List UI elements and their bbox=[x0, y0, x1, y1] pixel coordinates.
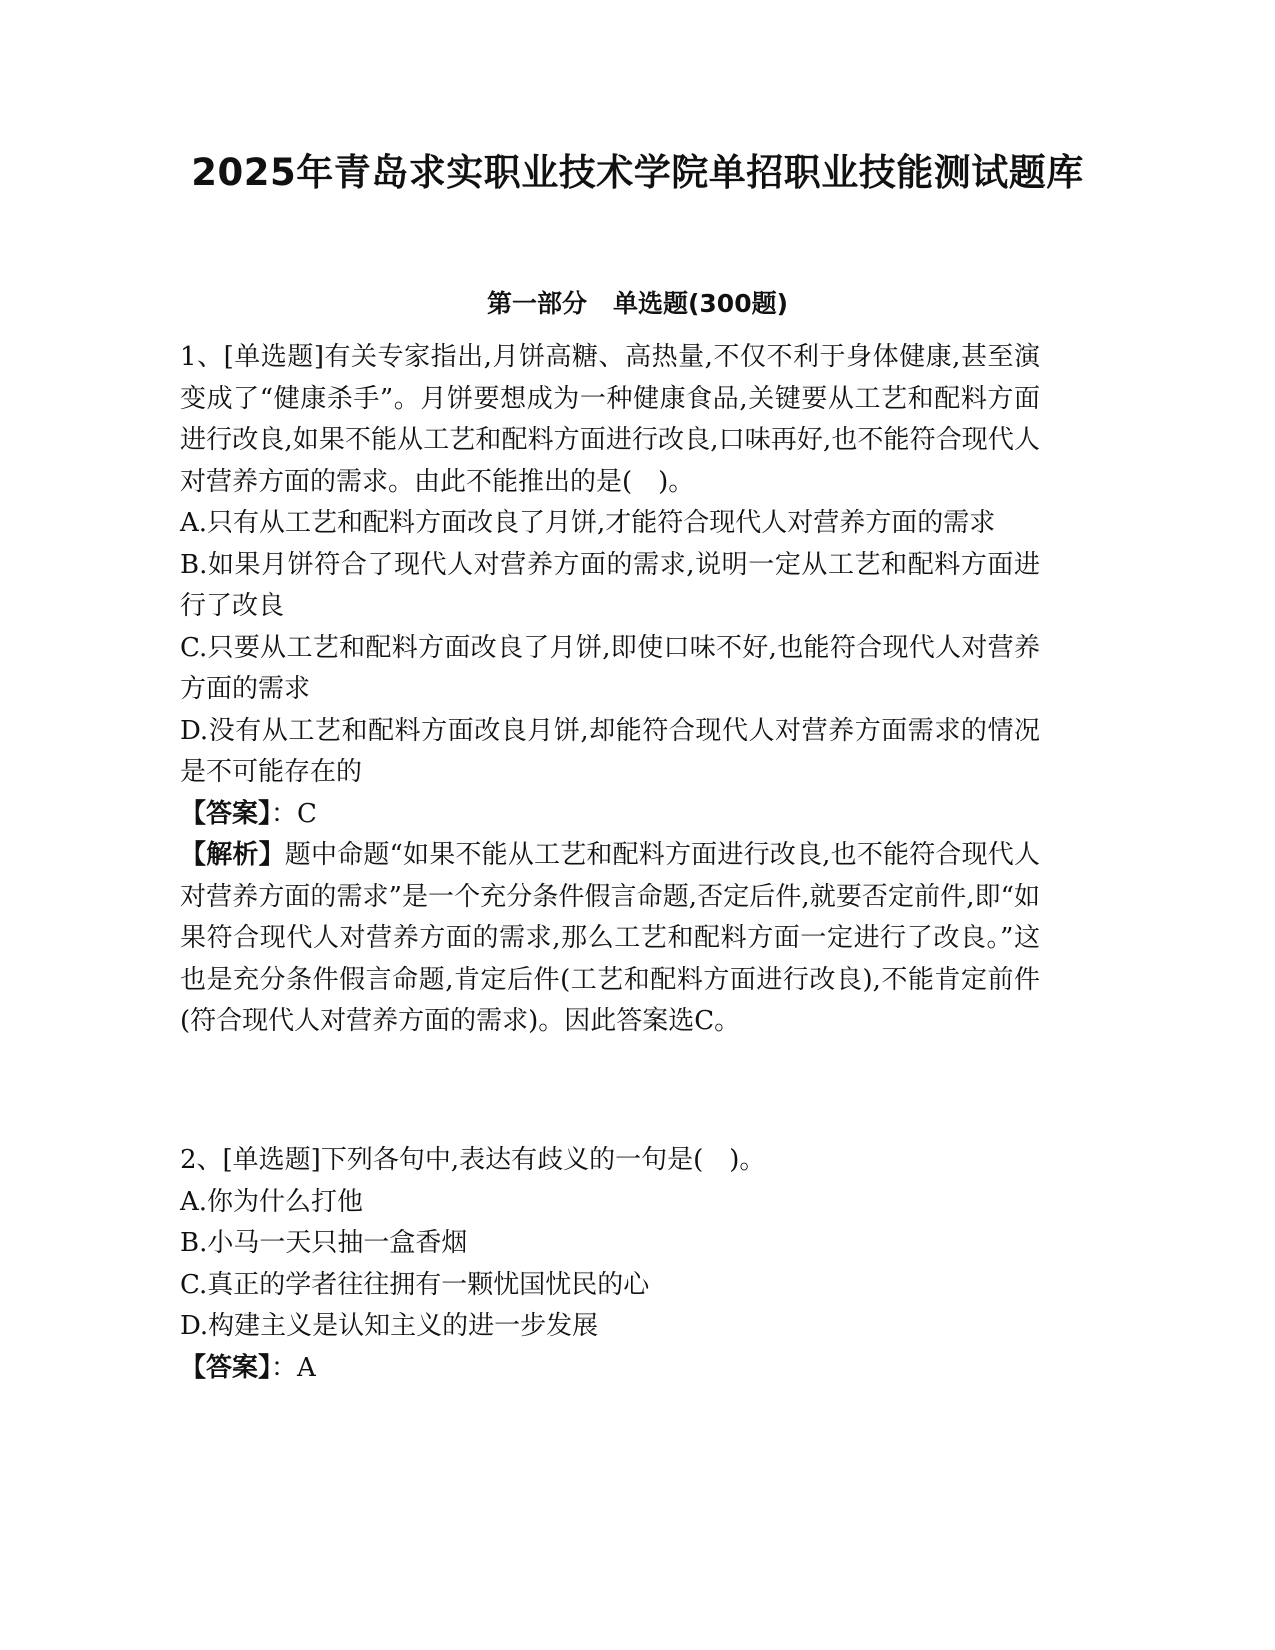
question-stem: 1、[单选题]有关专家指出,月饼高糖、高热量,不仅不利于身体健康,甚至演变成了“健康杀手”。月饼要想成为一种健康食品,关键要从工艺和配料方面进行改良,如果不能从工艺和配料方面进行改良,口味再好,也不能符合现代人对营养方面的需求。由此不能推出的是( )。 bbox=[180, 342, 1040, 497]
analysis-text: 题中命题“如果不能从工艺和配料方面进行改良,也不能符合现代人对营养方面的需求”是一个充分条件假言命题,否定后件,就要否定前件,即“如果符合现代人对营养方面的需求,那么工艺和配料方面一定进行了改良。”这也是充分条件假言命题,肯定后件(工艺和配料方面进行改良),不能肯定前件(符合现代人对营养方面的需求)。因此答案选C。 bbox=[180, 840, 1040, 1036]
option-a: A.你为什么打他 bbox=[180, 1186, 364, 1217]
option-d: D.没有从工艺和配料方面改良月饼,却能符合现代人对营养方面需求的情况是不可能存在的 bbox=[180, 715, 1040, 787]
answer-separator: ： bbox=[271, 798, 298, 829]
section-name: 单选题(300题) bbox=[612, 289, 789, 318]
option-a: A.只有从工艺和配料方面改良了月饼,才能符合现代人对营养方面的需求 bbox=[180, 508, 996, 538]
question-1 bbox=[180, 337, 1040, 1043]
answer-line bbox=[180, 1348, 1040, 1390]
answer-label: 【答案】 bbox=[180, 1352, 272, 1383]
document-title: 2025年青岛求实职业技术学院单招职业技能测试题库 bbox=[191, 151, 1084, 194]
answer-value: C bbox=[297, 798, 317, 829]
section-label: 第一部分 bbox=[486, 289, 587, 318]
option-b: B.如果月饼符合了现代人对营养方面的需求,说明一定从工艺和配料方面进行了改良 bbox=[180, 549, 1040, 621]
question-2 bbox=[180, 1140, 1040, 1389]
analysis-paragraph bbox=[180, 835, 1040, 1043]
option-b: B.小马一天只抽一盒香烟 bbox=[180, 1228, 468, 1258]
answer-label: 【答案】 bbox=[180, 798, 272, 829]
option-c: C.真正的学者往往拥有一颗忧国忧民的心 bbox=[180, 1269, 650, 1300]
question-stem: 2、[单选题]下列各句中,表达有歧义的一句是( )。 bbox=[180, 1145, 766, 1175]
option-c: C.只要从工艺和配料方面改良了月饼,即使口味不好,也能符合现代人对营养方面的需求 bbox=[180, 632, 1040, 704]
analysis-label: 【解析】 bbox=[180, 840, 285, 870]
answer-line bbox=[180, 794, 1040, 836]
answer-separator: ： bbox=[271, 1352, 298, 1383]
option-d: D.构建主义是认知主义的进一步发展 bbox=[180, 1311, 599, 1341]
section-heading bbox=[0, 286, 1275, 322]
answer-value: A bbox=[297, 1352, 316, 1383]
